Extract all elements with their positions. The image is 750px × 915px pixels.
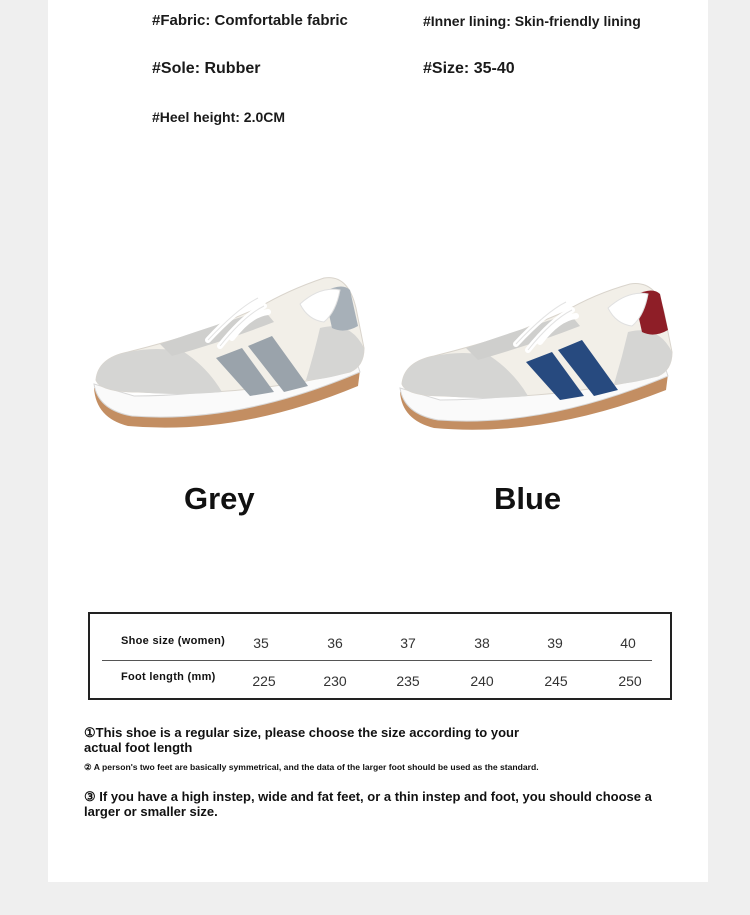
spec-lining: #Inner lining: Skin-friendly lining <box>423 13 641 29</box>
size-cell: 38 <box>474 635 490 651</box>
size-cell: 40 <box>620 635 636 651</box>
size-cell: 36 <box>327 635 343 651</box>
color-label-blue: Blue <box>494 481 562 516</box>
size-note-2: ② A person's two feet are basically symmetrical, and the data of the larger foot should be used as the standard. <box>84 762 539 772</box>
size-cell: 37 <box>400 635 416 651</box>
spec-fabric: #Fabric: Comfortable fabric <box>152 12 348 29</box>
spec-size: #Size: 35-40 <box>423 60 515 77</box>
size-row-label: Shoe size (women) <box>121 635 226 647</box>
spec-sole: #Sole: Rubber <box>152 60 261 77</box>
size-note-3: ③ If you have a high instep, wide and fat feet, or a thin instep and foot, you should choose a larger or smaller size. <box>84 789 652 819</box>
table-divider <box>102 660 652 661</box>
length-cell: 250 <box>618 673 642 689</box>
size-chart-table <box>88 612 672 700</box>
length-cell: 245 <box>544 673 568 689</box>
size-cell: 39 <box>547 635 563 651</box>
grey-shoe-image[interactable] <box>88 268 372 438</box>
color-label-grey: Grey <box>184 481 255 516</box>
length-cell: 230 <box>323 673 347 689</box>
spec-heel-height: #Heel height: 2.0CM <box>152 109 286 125</box>
blue-shoe-image[interactable] <box>394 280 678 440</box>
size-cell: 35 <box>253 635 269 651</box>
size-note-1: ①This shoe is a regular size, please choose the size according to your actual foot length <box>84 725 520 755</box>
length-row-label: Foot length (mm) <box>121 671 216 683</box>
length-cell: 235 <box>396 673 420 689</box>
length-cell: 225 <box>252 673 276 689</box>
length-cell: 240 <box>470 673 494 689</box>
